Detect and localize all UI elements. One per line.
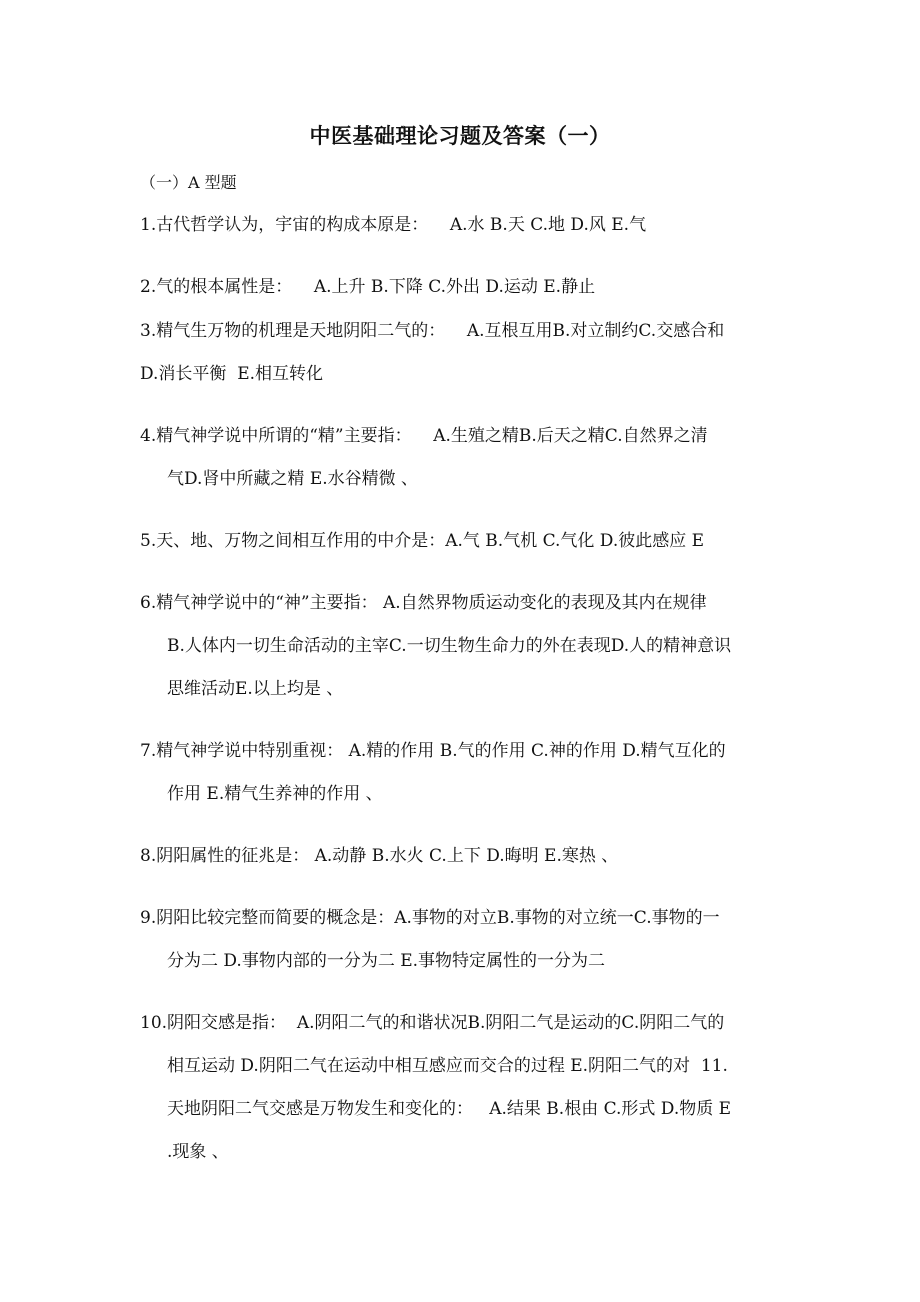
question-line: .现象 、 <box>167 1142 229 1162</box>
question-line: 6.精气神学说中的“神”主要指： A.自然界物质运动变化的表现及其内在规律 <box>140 593 707 613</box>
question-line: 天地阴阳二气交感是万物发生和变化的： A.结果 B.根由 C.形式 D.物质 E <box>167 1099 732 1119</box>
question-line: B.人体内一切生命活动的主宰C.一切生物生命力的外在表现D.人的精神意识 <box>167 636 732 656</box>
question-line: D.消长平衡 E.相互转化 <box>140 364 324 384</box>
question-line: 作用 E.精气生养神的作用 、 <box>167 784 383 804</box>
question-line: 4.精气神学说中所谓的“精”主要指： A.生殖之精B.后天之精C.自然界之清 <box>140 426 708 446</box>
question-line: 气D.肾中所藏之精 E.水谷精微 、 <box>167 469 419 489</box>
question-line: 相互运动 D.阴阳二气在运动中相互感应而交合的过程 E.阴阳二气的对 11. <box>167 1056 728 1076</box>
question-line: 5.天、地、万物之间相互作用的中介是：A.气 B.气机 C.气化 D.彼此感应 E <box>140 531 705 551</box>
question-line: 2.气的根本属性是： A.上升 B.下降 C.外出 D.运动 E.静止 <box>140 277 596 297</box>
document-title: 中医基础理论习题及答案（一） <box>309 124 611 148</box>
section-heading: （一）A 型题 <box>140 173 237 192</box>
question-line: 8.阴阳属性的征兆是： A.动静 B.水火 C.上下 D.晦明 E.寒热 、 <box>140 846 619 866</box>
question-line: 思维活动E.以上均是 、 <box>167 679 344 699</box>
question-line: 1.古代哲学认为，宇宙的构成本原是： A.水 B.天 C.地 D.风 E.气 <box>140 215 647 235</box>
question-line: 9.阴阳比较完整而简要的概念是：A.事物的对立B.事物的对立统一C.事物的一 <box>140 908 720 928</box>
question-line: 7.精气神学说中特别重视： A.精的作用 B.气的作用 C.神的作用 D.精气互化的 <box>140 741 726 761</box>
question-line: 10.阴阳交感是指： A.阴阳二气的和谐状况B.阴阳二气是运动的C.阴阳二气的 <box>140 1013 725 1033</box>
question-line: 分为二 D.事物内部的一分为二 E.事物特定属性的一分为二 <box>167 951 606 971</box>
question-line: 3.精气生万物的机理是天地阴阳二气的： A.互根互用B.对立制约C.交感合和 <box>140 321 725 341</box>
